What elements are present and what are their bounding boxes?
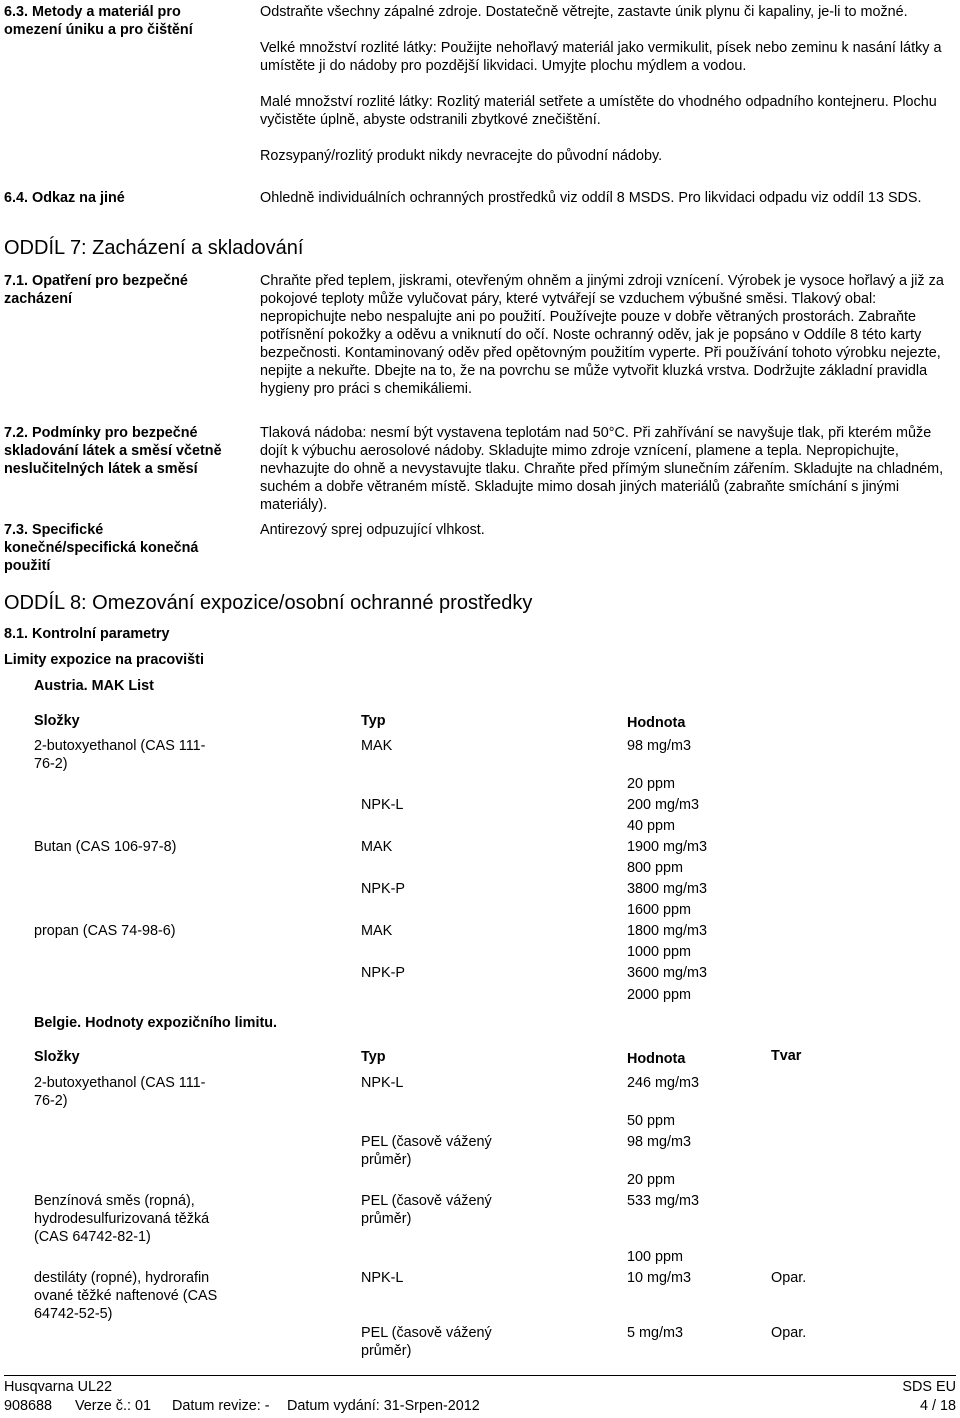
table-cell-value: 20 ppm [627, 776, 675, 792]
section-8-title: ODDÍL 8: Omezování expozice/osobní ochranné prostředky [4, 592, 533, 614]
table-cell-type: NPK-L [361, 1075, 404, 1091]
column-header-type: Typ [361, 713, 386, 729]
table-cell-component: 2-butoxyethanol (CAS 111-76-2) [34, 1075, 206, 1109]
table-cell-value: 98 mg/m3 [627, 1134, 691, 1150]
table-cell-value: 10 mg/m3 [627, 1270, 691, 1286]
paragraph: Velké množství rozlité látky: Použijte nehořlavý materiál jako vermikulit, písek nebo zeminu k nasání látky a umístěte ji do nádoby pro pozdější likvidaci. Umyjte plochu mýdlem a vodou. [260, 40, 942, 74]
section-7-3-text: Antirezový sprej odpuzující vlhkost. [260, 522, 485, 538]
section-6-4-text: Ohledně individuálních ochranných prostředků viz oddíl 8 MSDS. Pro likvidaci odpadu viz oddíl 13 SDS. [260, 190, 922, 206]
table-cell-type: NPK-L [361, 797, 404, 813]
table-cell-value: 1800 mg/m3 [627, 923, 707, 939]
table-cell-value: 40 ppm [627, 818, 675, 834]
table-cell-form: Opar. [771, 1325, 807, 1341]
table-cell-form: Opar. [771, 1270, 807, 1286]
table-cell-value: 3800 mg/m3 [627, 881, 707, 897]
table-cell-value: 5 mg/m3 [627, 1325, 683, 1341]
footer-format: SDS EU [902, 1379, 956, 1395]
austria-table-heading: Austria. MAK List [34, 678, 154, 694]
table-cell-component: propan (CAS 74-98-6) [34, 923, 176, 939]
table-cell-type: PEL (časově vážený průměr) [361, 1325, 492, 1359]
paragraph: Rozsypaný/rozlitý produkt nikdy nevracejte do původní nádoby. [260, 148, 663, 164]
table-cell-value: 20 ppm [627, 1172, 675, 1188]
table-cell-type: NPK-L [361, 1270, 404, 1286]
footer-product-name: Husqvarna UL22 [4, 1379, 112, 1395]
section-6-3-label: 6.3. Metody a materiál pro omezení úniku a pro čištění [4, 4, 193, 38]
table-cell-component: destiláty (ropné), hydrorafin ované těžké naftenové (CAS 64742-52-5) [34, 1270, 218, 1322]
paragraph: Malé množství rozlité látky: Rozlitý materiál setřete a umístěte do vhodného odpadního kontejneru. Plochu vyčistěte úplně, abyste odstranili zbytkové znečištění. [260, 94, 937, 128]
table-cell-value: 800 ppm [627, 860, 684, 876]
footer-version: Verze č.: 01 [75, 1398, 151, 1414]
paragraph: Odstraňte všechny zápalné zdroje. Dostatečně větrejte, zastavte únik plynu či kapaliny, je-li to možné. [260, 4, 908, 20]
table-cell-component: Benzínová směs (ropná), hydrodesulfurizovaná těžká (CAS 64742-82-1) [34, 1193, 210, 1245]
column-header-components: Složky [34, 1049, 80, 1065]
footer-issue-date: Datum vydání: 31-Srpen-2012 [287, 1398, 480, 1414]
table-cell-value: 3600 mg/m3 [627, 965, 707, 981]
table-cell-value: 1600 ppm [627, 902, 692, 918]
belgie-table-heading: Belgie. Hodnoty expozičního limitu. [34, 1015, 278, 1031]
section-7-1-text: Chraňte před teplem, jiskrami, otevřeným ohněm a jinými zdroji vznícení. Výrobek je vysoce hořlavý a již za pokojové teploty může vylučovat páry, které vytvářejí se vzduchem výbušné směsi. Tlakový obal: nepropichujte nebo nespalujte ani po použití. Používejte pouze v dobře větraných prostorách. Zabraňte potřísnění pokožky a oděvu a vniknutí do očí. Noste ochranný oděv, jak je popsáno v Oddíle 8 této karty bezpečnosti. Kontaminovaný oděv před opětovným použitím vyperte. Při používání tohoto výrobku nejezte, nepijte a nekuřte. Dbejte na to, že na povrchu se může vytvořit kluzká vrstva. Dodržujte základní pravidla hygieny pro práci s chemikáliemi. [260, 273, 944, 397]
table-cell-value: 1900 mg/m3 [627, 839, 707, 855]
exposure-limits-heading: Limity expozice na pracovišti [4, 652, 204, 668]
footer-page-number: 4 / 18 [919, 1398, 956, 1414]
section-6-3-text [260, 3, 956, 165]
table-cell-type: MAK [361, 923, 393, 939]
footer-revision-date: Datum revize: - [172, 1398, 270, 1414]
table-cell-value: 50 ppm [627, 1113, 675, 1129]
table-cell-value: 1000 ppm [627, 944, 692, 960]
column-header-value: Hodnota [627, 715, 686, 731]
table-cell-value: 533 mg/m3 [627, 1193, 699, 1209]
table-cell-type: NPK-P [361, 965, 405, 981]
column-header-type: Typ [361, 1049, 386, 1065]
table-cell-value: 246 mg/m3 [627, 1075, 699, 1091]
footer-divider [4, 1375, 956, 1376]
table-cell-type: NPK-P [361, 881, 405, 897]
column-header-form: Tvar [771, 1048, 802, 1064]
table-cell-type: MAK [361, 839, 393, 855]
section-8-1-label: 8.1. Kontrolní parametry [4, 626, 170, 642]
section-7-title: ODDÍL 7: Zacházení a skladování [4, 237, 304, 259]
table-cell-component: 2-butoxyethanol (CAS 111-76-2) [34, 738, 206, 772]
table-cell-value: 2000 ppm [627, 987, 692, 1003]
table-cell-component: Butan (CAS 106-97-8) [34, 839, 177, 855]
section-6-4-label: 6.4. Odkaz na jiné [4, 190, 125, 206]
table-cell-value: 98 mg/m3 [627, 738, 691, 754]
table-cell-type: PEL (časově vážený průměr) [361, 1193, 492, 1227]
section-7-3-label: 7.3. Specifické konečné/specifická konečná použití [4, 522, 199, 574]
footer-product-code: 908688 [4, 1398, 53, 1414]
table-cell-type: PEL (časově vážený průměr) [361, 1134, 492, 1168]
table-cell-value: 200 mg/m3 [627, 797, 699, 813]
section-7-2-text: Tlaková nádoba: nesmí být vystavena teplotám nad 50°C. Při zahřívání se navyšuje tlak, při kterém může dojít k výbuchu aerosolové nádoby. Skladujte mimo zdroje vznícení, plamene a tepla. Nepropichujte, nevhazujte do ohně a nevystavujte tlaku. Chraňte před přímým slunečním zářením. Skladujte na chladném, suchém a dobře větraném místě. Skladujte mimo dosah jiných materiálů (zabraňte smíchání s jinými materiály). [260, 425, 944, 513]
table-cell-value: 100 ppm [627, 1249, 684, 1265]
column-header-components: Složky [34, 713, 80, 729]
column-header-value: Hodnota [627, 1051, 686, 1067]
section-7-1-label: 7.1. Opatření pro bezpečné zacházení [4, 273, 188, 307]
section-7-2-label: 7.2. Podmínky pro bezpečné skladování látek a směsí včetně neslučitelných látek a směsí [4, 425, 222, 477]
table-cell-type: MAK [361, 738, 393, 754]
